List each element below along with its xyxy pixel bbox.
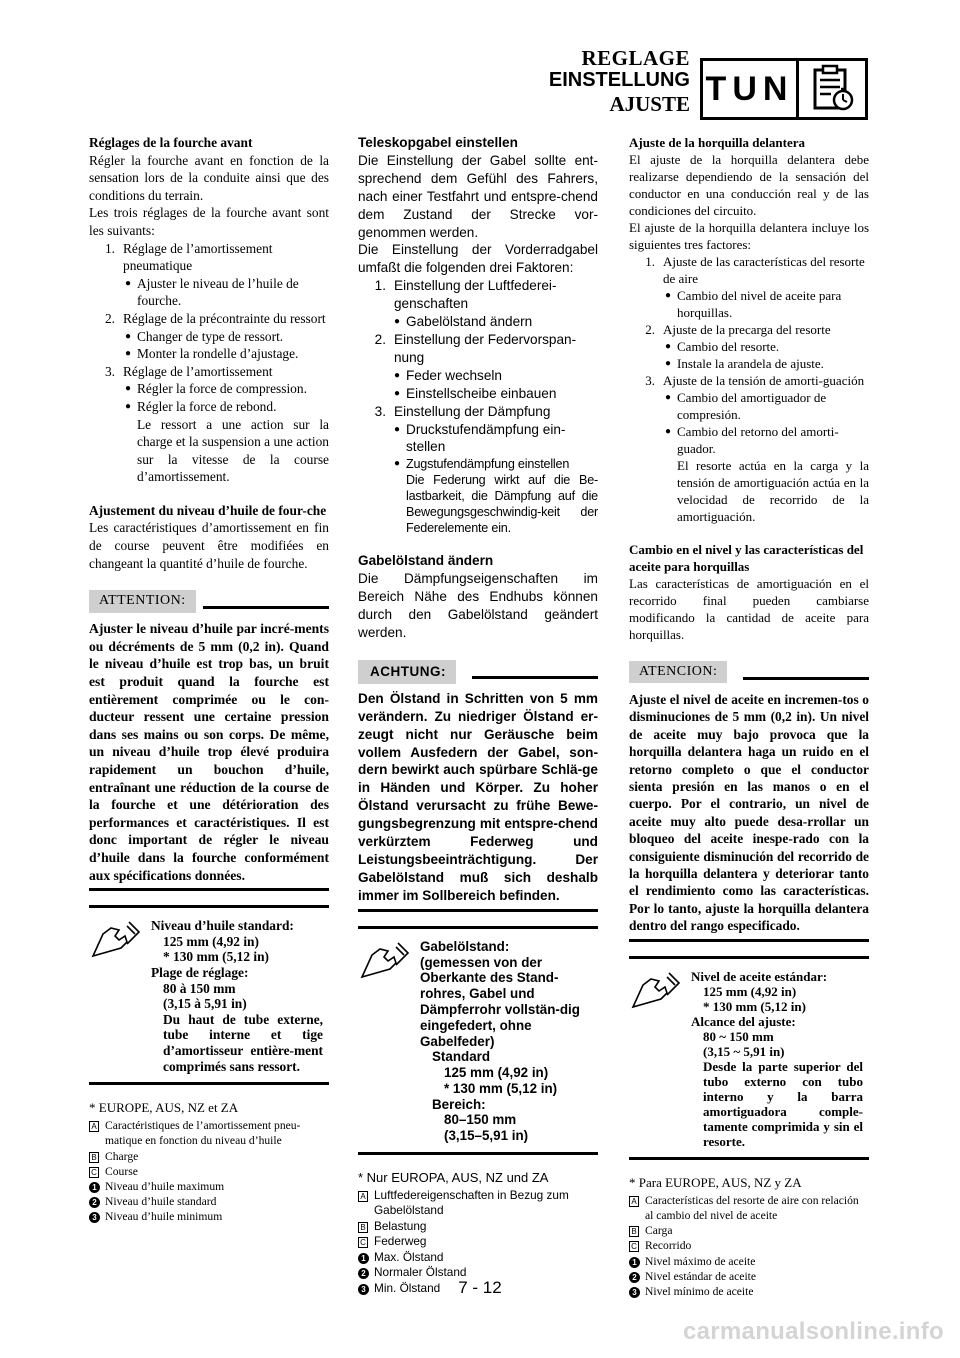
- bullet-item: ● Monter la rondelle d’ajustage.: [125, 346, 299, 362]
- spec-box: [89, 905, 329, 1085]
- spec-std-value: 125 mm (4,92 in): [444, 1065, 549, 1081]
- section-title-fr: REGLAGE: [581, 46, 690, 70]
- spec-range-value: 80 ~ 150 mm: [703, 1028, 774, 1044]
- region-note: * EUROPE, AUS, NZ et ZA: [89, 1100, 239, 1116]
- paragraph: Die Einstellung der Gabel sollte ent-sprechend dem Gefühl des Fahrers, nach einer Testfahrt und entspre-chend dem Zustand der Strecke vor-genommen werden.: [358, 152, 598, 240]
- region-note: * Nur EUROPA, AUS, NZ und ZA: [358, 1170, 549, 1186]
- bullet-item: ● Gabelölstand ändern: [394, 314, 533, 330]
- spec-range-label: Bereich:: [432, 1096, 486, 1112]
- page-number: 7 - 12: [458, 1278, 502, 1297]
- spec-std-value-alt: * 130 mm (5,12 in): [703, 998, 806, 1014]
- bullet-item: ● Einstellscheibe einbauen: [394, 385, 557, 401]
- legend-item: C Recorrido: [629, 1238, 869, 1253]
- caution-label: ACHTUNG:: [358, 660, 456, 684]
- legend-item: 1 Nivel máximo de aceite: [629, 1254, 869, 1269]
- caution-label: ATTENTION:: [89, 590, 196, 613]
- spec-std-value: 125 mm (4,92 in): [703, 983, 797, 999]
- legend-item: 1 Max. Ölstand: [358, 1250, 598, 1265]
- bullet-item: ● Cambio del nivel de aceite para horquillas.: [665, 288, 842, 320]
- list-item: 3. Réglage de l’amortissement: [104, 363, 273, 379]
- list-item: 1. Réglage de l’amortissement pneumatique: [104, 240, 273, 274]
- wrench-spec-icon: [629, 969, 691, 1149]
- legend-item: C Course: [89, 1164, 329, 1179]
- list-note: El resorte actúa en la carga y la tensión de amortiguación actúa en la velocidad de recorrido de la amortiguación.: [677, 458, 869, 524]
- legend-item: A Características del resorte de aire con relación al cambio del nivel de aceite: [629, 1193, 869, 1223]
- list-item: 3. Ajuste de la tensión de amorti-guación: [645, 373, 865, 388]
- legend-item: A Caractéristiques de l’amortissement pneu-matique en fonction du niveau d’huile: [89, 1118, 329, 1148]
- spanish-column: [629, 134, 869, 1299]
- spec-range-value-inch: (3,15 à 5,91 in): [163, 996, 247, 1012]
- spec-note: Desde la parte superior del tubo externo con tubo interno y la barra amortiguadora comple-tamente comprimida y sin el resorte.: [703, 1058, 863, 1149]
- caution-label: ATENCION:: [629, 661, 727, 683]
- paragraph: El ajuste de la horquilla delantera debe realizarse dependiendo de la sensación del conductor en una conducción real y de las condiciones del circuito.: [629, 152, 869, 218]
- spec-measured: (gemessen von der Oberkante des Stand-rohres, Gabel und Dämpferrohr vollstän-dig eingefedert, ohne Gabelfeder): [420, 954, 580, 1049]
- caution-header: [89, 590, 329, 614]
- legend-item: 2 Normaler Ölstand: [358, 1265, 598, 1280]
- spec-std-label: Niveau d’huile standard:: [151, 918, 294, 934]
- bullet-item: ● Instale la arandela de ajuste.: [665, 356, 824, 371]
- caution-text: Ajuste el nivel de aceite en incremen-tos o disminuciones de 5 mm (0,2 in). Un nivel de aceite muy bajo provoca que la horquilla delantera haga un ruido en el retorno completo o que el conductor sienta presión en las manos o en el cuerpo. Por el contrario, un nivel de aceite muy alto puede desa-rrollar un bloqueo del aceite inespe-rado con la consiguiente disminución del recorrido de la horquilla delantera y deteriorar tanto el rendimiento como las características. Por lo tanto, ajuste la horquilla delantera dentro del rango especificado.: [629, 691, 869, 942]
- paragraph: Las características de amortiguación en el recorrido final pueden cambiarse modificando la cantidad de aceite para horquillas.: [629, 576, 869, 642]
- list-item: 2. Einstellung der Federvorspan-nung: [374, 331, 577, 365]
- bullet-item: ● Cambio del amortiguador de compresión.: [665, 390, 827, 422]
- sub-heading: Ajustement du niveau d’huile de four-che: [89, 502, 327, 518]
- legend-item: 3 Nivel mínimo de aceite: [629, 1284, 869, 1299]
- paragraph: Régler la fourche avant en fonction de la sensation lors de la conduite ainsi que des conditions du terrain.: [89, 152, 329, 203]
- section-heading: Ajuste de la horquilla delantera: [629, 135, 805, 150]
- list-note: Le ressort a une action sur la charge et la suspension a une action sur la vitesse de la course d’amortissement.: [137, 416, 329, 485]
- section-title-es: AJUSTE: [609, 92, 690, 116]
- spec-note: Du haut de tube externe, tube interne et tige d’amortisseur entière-ment comprimés sans ressort.: [163, 1011, 323, 1074]
- bullet-item: ● Cambio del retorno del amorti-guador.: [665, 424, 839, 456]
- bullet-item: ● Cambio del resorte.: [665, 339, 780, 354]
- french-column: [89, 134, 329, 1225]
- list-item: 2. Ajuste de la precarga del resorte: [645, 322, 831, 337]
- spec-std-value-alt: * 130 mm (5,12 in): [163, 949, 270, 965]
- paragraph: Die Einstellung der Vorderradgabel umfaßt die folgenden drei Faktoren:: [358, 242, 598, 276]
- spec-std-value-alt: * 130 mm (5,12 in): [444, 1080, 558, 1096]
- spec-std-label: Nivel de aceite estándar:: [691, 968, 828, 984]
- paragraph: El ajuste de la horquilla delantera incluye los siguientes tres factores:: [629, 220, 869, 252]
- paragraph: Les trois réglages de la fourche avant sont les suivants:: [89, 205, 329, 238]
- list-item: 2. Réglage de la précontrainte du ressort: [104, 310, 326, 326]
- legend-item: A Luftfedereigenschaften in Bezug zum Gabelölstand: [358, 1188, 598, 1219]
- spec-range-label: Alcance del ajuste:: [691, 1013, 796, 1029]
- checklist-stopwatch-icon: [799, 61, 865, 117]
- section-heading: Réglages de la fourche avant: [89, 135, 253, 150]
- caution-header: [358, 660, 598, 684]
- caution-header: [629, 661, 869, 685]
- spec-range-value: 80 à 150 mm: [163, 980, 236, 996]
- section-title-de: EINSTELLUNG: [548, 69, 690, 91]
- paragraph: Die Dämpfungseigenschaften im Bereich Nähe des Endhubs können durch den Gabelölstand geändert werden.: [358, 571, 598, 640]
- legend-item: 1 Niveau d’huile maximum: [89, 1179, 329, 1194]
- caution-text: Ajuster le niveau d’huile par incré-ments ou décréments de 5 mm (0,2 in). Quand le niveau d’huile est trop bas, un bruit est produit quand la fourche est entièrement comprimée ou le con-ducteur ressent une certaine pression dans ses mains ou son corps. De même, un niveau d’huile trop élevé produira rapidement un bouchon d’huile, entraînant une réduction de la course de la fourche et une détérioration des performances et caractéristiques. Il est donc important de régler le niveau d’huile dans la fourche conformément aux spécifications données.: [89, 620, 329, 891]
- spec-std-value: 125 mm (4,92 in): [163, 933, 259, 949]
- spec-box: [629, 956, 869, 1160]
- list-note: Die Federung wirkt auf die Be-lastbarkeit, die Dämpfung auf die Bewegungsgeschwindig-keit der Federelemente ein.: [406, 473, 598, 536]
- spec-std-label: Standard: [432, 1049, 491, 1065]
- watermark: carmanualsonline.info: [682, 1318, 944, 1345]
- bullet-item: ● Régler la force de rebond.: [125, 398, 277, 414]
- section-title-block: [549, 48, 690, 116]
- legend-item: B Charge: [89, 1149, 329, 1164]
- section-badge: [700, 58, 868, 120]
- bullet-item: ● Druckstufendämpfung ein-stellen: [394, 421, 566, 455]
- spec-range-label: Plage de réglage:: [151, 964, 249, 980]
- legend-item: C Federweg: [358, 1234, 598, 1249]
- legend-item: 3 Min. Ölstand: [358, 1281, 598, 1296]
- bullet-item: ● Zugstufendämpfung einstellen: [394, 457, 570, 472]
- spec-range-value-inch: (3,15 ~ 5,91 in): [703, 1043, 785, 1059]
- spec-label: Gabelölstand:: [420, 938, 510, 954]
- wrench-spec-icon: [89, 918, 151, 1074]
- legend-item: B Belastung: [358, 1219, 598, 1234]
- section-heading: Teleskopgabel einstellen: [358, 135, 518, 150]
- bullet-item: ● Régler la force de compression.: [125, 381, 307, 397]
- spec-box: [358, 926, 598, 1155]
- german-column: [358, 134, 598, 1296]
- legend-item: 2 Nivel estándar de aceite: [629, 1269, 869, 1284]
- bullet-item: ● Feder wechseln: [394, 367, 502, 383]
- list-item: 1. Einstellung der Luftfederei-genschaften: [374, 278, 557, 312]
- legend: [89, 1099, 329, 1224]
- section-code: TUN: [703, 61, 799, 117]
- bullet-item: ● Ajuster le niveau de l’huile de fourche.: [125, 275, 299, 309]
- legend: [358, 1169, 598, 1296]
- bullet-item: ● Changer de type de ressort.: [125, 328, 284, 344]
- paragraph: Les caractéristiques d’amortissement en fin de course peuvent être modifiées en changeant la quantité d’huile de fourche.: [89, 520, 329, 571]
- wrench-spec-icon: [358, 939, 420, 1144]
- spec-range-value: 80–150 mm: [444, 1112, 517, 1128]
- list-item: 1. Ajuste de las características del resorte de aire: [645, 254, 865, 286]
- legend-item: 3 Niveau d’huile minimum: [89, 1209, 329, 1224]
- legend-item: 2 Niveau d’huile standard: [89, 1194, 329, 1209]
- sub-heading: Cambio en el nivel y las características del aceite para horquillas: [629, 542, 864, 574]
- list-item: 3. Einstellung der Dämpfung: [374, 403, 551, 419]
- legend-item: B Carga: [629, 1223, 869, 1238]
- caution-text: Den Ölstand in Schritten von 5 mm verändern. Zu niedriger Ölstand er-zeugt nicht nur Geräusche beim vollem Ausfedern der Gabel, son-dern bewirkt auch spürbare Schlä-ge in Händen und Körper. Zu hoher Ölstand verursacht zu frühe Bewe-gungsbegrenzung mit entspre-chend verkürztem Federweg und Leistungsbeeinträchtigung. Der Gabelölstand muß sich deshalb immer im Sollbereich befinden.: [358, 690, 598, 912]
- sub-heading: Gabelölstand ändern: [358, 553, 494, 569]
- region-note: * Para EUROPE, AUS, NZ y ZA: [629, 1174, 802, 1190]
- spec-range-value-inch: (3,15–5,91 in): [444, 1128, 529, 1144]
